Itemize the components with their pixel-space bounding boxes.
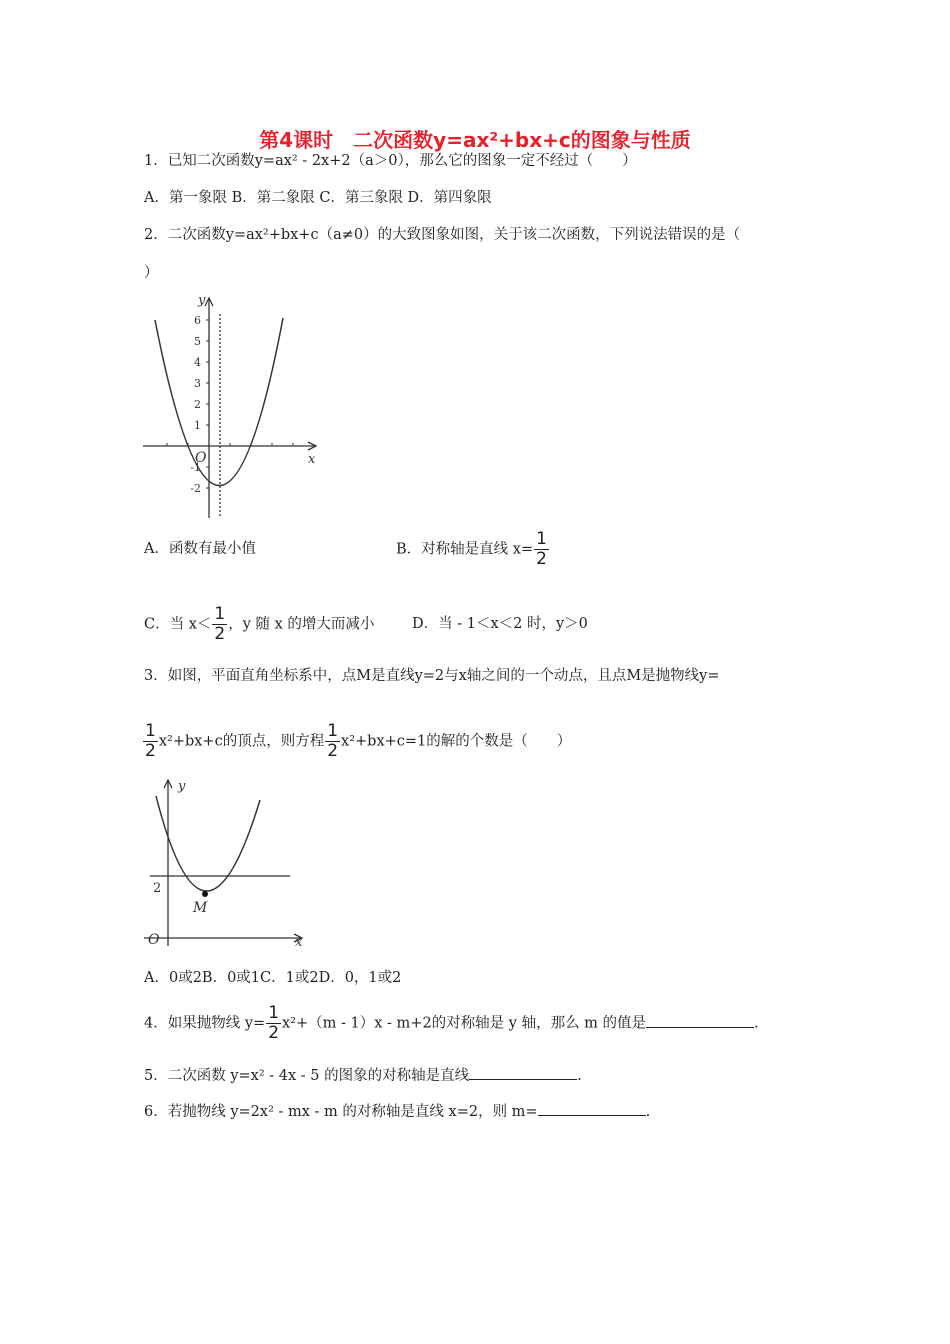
q2-stem-line1: 2．二次函数y=ax²+bx+c（a≠0）的大致图象如图，关于该二次函数，下列说法错误的是（ <box>144 227 741 243</box>
q3-vertex-point <box>202 891 208 897</box>
q3-options: A．0或2B．0或1C．1或2D．0，1或2 <box>144 970 402 986</box>
q6-stem: 6．若抛物线 y=2x² - mx - m 的对称轴是直线 x=2，则 m= . <box>144 1101 650 1122</box>
q4-stem: 4．如果抛物线 y= $\frac{1}{2}$ x²+（m - 1）x - m+2的对称轴是 y 轴，那么 m 的值是 . <box>144 1003 759 1043</box>
q2-option-d: D．当 - 1＜x＜2 时，y＞0 <box>412 616 588 632</box>
q2-y-tick: 4 <box>194 356 201 369</box>
q2-y-label: y <box>198 293 206 308</box>
q3-vertex-label: M <box>193 900 208 916</box>
q2-graph <box>138 292 328 524</box>
answer-blank[interactable] <box>646 1013 754 1028</box>
fraction-one-half: $\frac{1}{2}$ <box>536 529 547 569</box>
q2-origin-label: O <box>195 450 207 466</box>
q3-x-label: x <box>295 935 303 950</box>
q3-stem-line1: 3．如图，平面直角坐标系中，点M是直线y=2与x轴之间的一个动点，且点M是抛物线y= <box>144 668 720 684</box>
q2-y-tick: 3 <box>194 377 201 390</box>
q3-graph <box>142 774 312 954</box>
q5-stem: 5．二次函数 y=x² - 4x - 5 的图象的对称轴是直线 . <box>144 1065 582 1086</box>
q3-stem-line2: $\frac{1}{2}$ x²+bx+c的顶点，则方程 $\frac{1}{2}$ x²+bx+c=1的解的个数是（ ） <box>145 721 572 761</box>
q2-stem-line2: ） <box>144 265 159 281</box>
q2-y-tick: -1 <box>190 461 201 474</box>
fraction-one-half: $\frac{1}{2}$ <box>145 721 156 761</box>
q3-y-label: y <box>178 779 186 794</box>
q2-parabola <box>155 318 283 486</box>
q2-y-tick: 5 <box>194 335 201 348</box>
q2-x-label: x <box>308 452 316 467</box>
q1-options: A．第一象限 B．第二象限 C．第三象限 D．第四象限 <box>144 190 492 206</box>
q2-y-tick: -2 <box>190 482 201 495</box>
q2-y-tick: 1 <box>194 419 201 432</box>
q2-option-c: C．当 x＜ $\frac{1}{2}$ ，y 随 x 的增大而减小 <box>144 604 375 644</box>
answer-blank[interactable] <box>538 1101 646 1116</box>
q2-y-tick: 6 <box>194 314 201 327</box>
q3-level-label: 2 <box>153 881 162 896</box>
q3-origin-label: O <box>148 932 160 948</box>
q2-option-a: A．函数有最小值 <box>144 541 256 557</box>
q1-stem: 1．已知二次函数y=ax² - 2x+2（a＞0），那么它的图象一定不经过（ ） <box>144 153 637 169</box>
fraction-one-half: $\frac{1}{2}$ <box>268 1003 280 1043</box>
q3-parabola <box>156 796 260 891</box>
answer-blank[interactable] <box>469 1065 577 1080</box>
fraction-one-half: $\frac{1}{2}$ <box>327 721 339 761</box>
q2-option-b: B．对称轴是直线 x= $\frac{1}{2}$ <box>396 529 547 569</box>
fraction-one-half: $\frac{1}{2}$ <box>214 604 226 644</box>
q2-y-tick: 2 <box>194 398 201 411</box>
page-title: 第4课时 二次函数y=ax²+bx+c的图象与性质 <box>259 128 691 152</box>
